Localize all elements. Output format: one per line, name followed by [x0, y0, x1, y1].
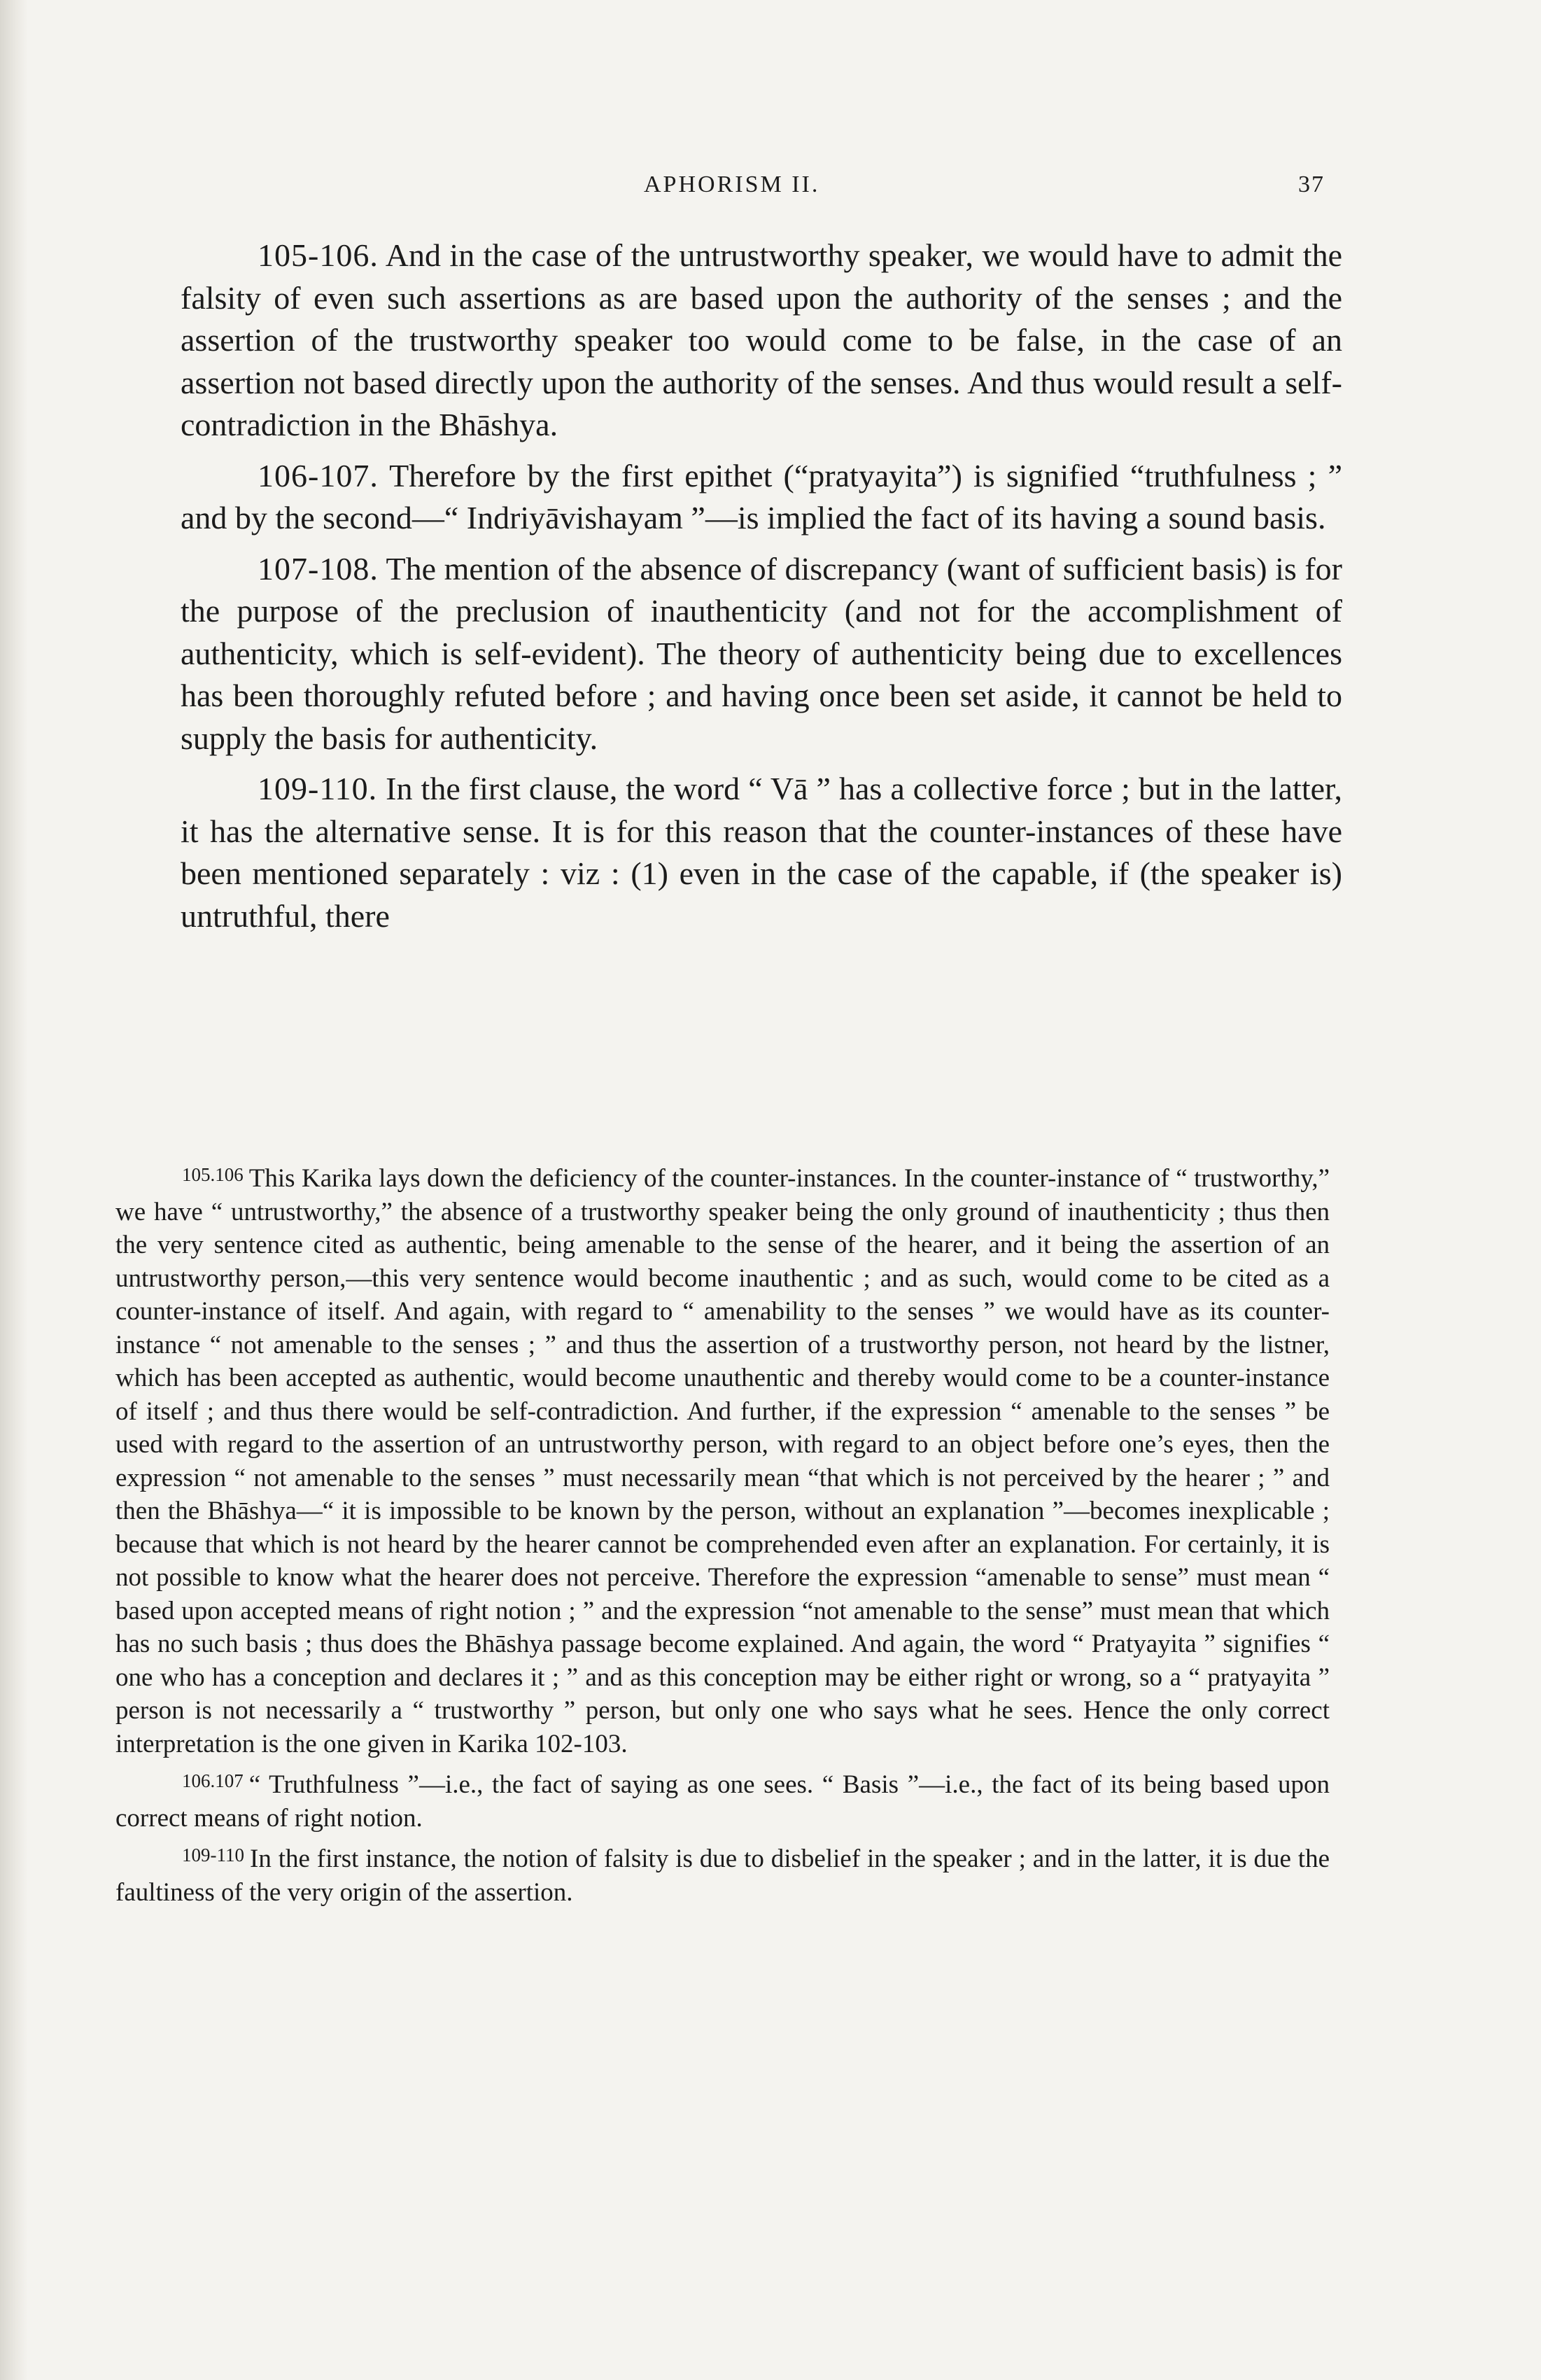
paragraph-107-108: [181, 548, 1342, 760]
footnote-text: This Karika lays down the deficiency of the counter-instances. In the counter-instance of “ trustworthy,” we have “ untrustworthy,” the absence of a trustworthy speaker being the only ground of inauthenticity ; thus then the very sentence cited as authentic, being amenable to the sense of the hearer, and it being the assertion of an untrustworthy person,—this very sentence would become inauthentic ; and as such, would come to be cited as a counter-instance of itself. And again, with regard to “ amenability to the senses ” we would have as its counter-instance “ not amenable to the senses ; ” and thus the assertion of a trustworthy person, not heard by the listner, which has been accepted as authentic, would become unauthentic and thereby would come to be a counter-instance of itself ; and thus there would be self-contradiction. And further, if the expression “ amenable to the senses ” be used with regard to the assertion of an untrustworthy person, with regard to an object before one’s eyes, then the expression “ not amenable to the senses ” must necessarily mean “that which is not perceived by the hearer ; ” and then the Bhāshya—“ it is impossible to be known by the person, without an explanation ”—becomes inexplicable ; because that which is not heard by the hearer cannot be comprehended even after an explanation. For certainly, it is not possible to know what the hearer does not perceive. Therefore the expression “amenable to sense” must mean “ based upon accepted means of right notion ; ” and the expression “not amenable to the sense” must mean that which has no such basis ; thus does the Bhāshya passage become explained. And again, the word “ Pratyayita ” signifies “ one who has a conception and declares it ; ” and as this conception may be either right or wrong, so a “ pratyayita ” person is not necessarily a “ trustworthy ” person, but only one who says what he sees. Hence the only correct interpretation is the one given in Karika 102-103.: [115, 1164, 1330, 1758]
footnote-number: 109-110: [182, 1844, 244, 1865]
footnote-106-107: [115, 1765, 1330, 1835]
footnote-text: In the first instance, the notion of falsity is due to disbelief in the speaker ; and in the latter, it is due the faultiness of the very origin of the assertion.: [115, 1844, 1330, 1907]
paragraph-text: Therefore by the first epithet (“pratyayita”) is signified “truthfulness ; ” and by the second—“ Indriyāvishayam ”—is implied the fact of its having a sound basis.: [181, 457, 1342, 536]
paragraph-109-110: [181, 768, 1342, 937]
paragraph-number: 105-106.: [258, 237, 379, 273]
page-header: [0, 172, 1541, 214]
footnote-105-106: [115, 1158, 1330, 1760]
paragraph-number: 109-110.: [258, 771, 378, 806]
scan-edge: [0, 0, 28, 2380]
paragraph-105-106: [181, 234, 1342, 447]
footnote-number: 105.106: [182, 1164, 244, 1185]
main-text: [181, 234, 1342, 946]
footnotes: [115, 1158, 1330, 1913]
paragraph-text: In the first clause, the word “ Vā ” has a collective force ; but in the latter, it has the alternative sense. It is for this reason that the counter-instances of these have been mentioned separately : viz : (1) even in the case of the capable, if (the speaker is) untruthful, there: [181, 771, 1343, 934]
paragraph-text: And in the case of the untrustworthy speaker, we would have to admit the falsity of even such assertions as are based upon the authority of the senses ; and the assertion of the trustworthy speaker too would come to be false, in the case of an assertion not based directly upon the authority of the senses. And thus would result a self-contradiction in the Bhāshya.: [181, 237, 1342, 442]
footnote-number: 106.107: [182, 1770, 244, 1791]
paragraph-106-107: [181, 455, 1342, 540]
paragraph-number: 107-108.: [258, 550, 379, 587]
footnote-109-110: [115, 1839, 1330, 1909]
paragraph-text: The mention of the absence of discrepancy (want of sufficient basis) is for the purpose of the preclusion of inauthenticity (and not for the accomplishment of authenticity, which is self-evident). The theory of authenticity being due to excellences has been thoroughly refuted before ; and having once been set aside, it cannot be held to supply the basis for authenticity.: [181, 550, 1342, 756]
page-number: 37: [1298, 172, 1325, 197]
footnote-text: “ Truthfulness ”—i.e., the fact of saying as one sees. “ Basis ”—i.e., the fact of its being based upon correct means of right notion.: [115, 1770, 1330, 1833]
paragraph-number: 106-107.: [258, 457, 379, 493]
running-title: APHORISM II.: [644, 172, 820, 197]
